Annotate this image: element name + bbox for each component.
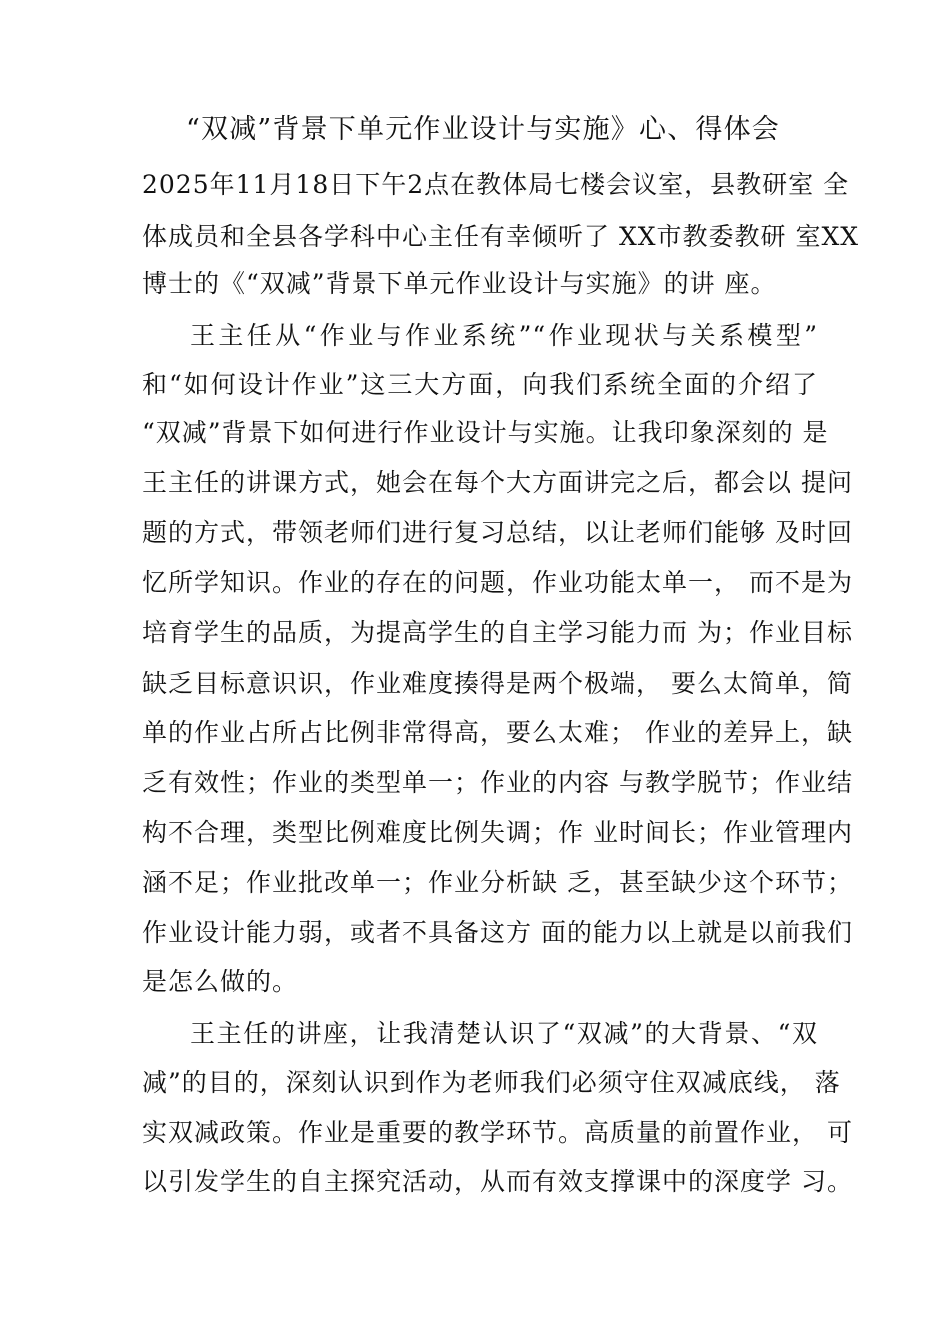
paragraph-2-line-7: 培育学生的品质，为提高学生的自主学习能力而 为；作业目标 (142, 618, 853, 647)
paragraph-2-line-8: 缺乏目标意识识，作业难度揍得是两个极端， 要么太简单，简 (142, 669, 853, 698)
paragraph-3-line-4: 以引发学生的自主探究活动，从而有效支撑课中的深度学 习。 (142, 1167, 853, 1196)
paragraph-2-line-14: 是怎么做的。 (142, 967, 299, 996)
paragraph-2-line-12: 涵不足；作业批改单一；作业分析缺 乏，甚至缺少这个环节； (142, 868, 853, 897)
paragraph-1-line-1: 2025年11月18日下午2点在教体局七楼会议室，县教研室 全 (142, 170, 850, 199)
paragraph-1-line-2: 体成员和全县各学科中心主任有幸倾听了 XX市教委教研 室XX (142, 222, 860, 251)
paragraph-2-line-2: 和“如何设计作业”这三大方面，向我们系统全面的介绍了 (142, 370, 818, 399)
paragraph-2-line-1: 王主任从“作业与作业系统”“作业现状与关系模型” (190, 321, 818, 350)
paragraph-2-line-10: 乏有效性；作业的类型单一；作业的内容 与教学脱节；作业结 (142, 768, 853, 797)
paragraph-2-line-5: 题的方式，带领老师们进行复习总结，以让老师们能够 及时回 (142, 518, 853, 547)
paragraph-2-line-13: 作业设计能力弱，或者不具备这方 面的能力以上就是以前我们 (142, 918, 853, 947)
paragraph-3-line-1: 王主任的讲座，让我清楚认识了“双减”的大背景、“双 (190, 1019, 818, 1048)
paragraph-1-line-3: 博士的《“双减”背景下单元作业设计与实施》的讲 座。 (142, 269, 777, 298)
document-title: “双减”背景下单元作业设计与实施》心、得体会 (186, 114, 781, 145)
paragraph-3-line-2: 减”的目的，深刻认识到作为老师我们必须守住双减底线， 落 (142, 1068, 841, 1097)
paragraph-2-line-4: 王主任的讲课方式，她会在每个大方面讲完之后，都会以 提问 (142, 468, 853, 497)
paragraph-3-line-3: 实双减政策。作业是重要的教学环节。高质量的前置作业， 可 (142, 1118, 853, 1147)
paragraph-2-line-6: 忆所学知识。作业的存在的问题，作业功能太单一， 而不是为 (142, 568, 853, 597)
paragraph-2-line-9: 单的作业占所占比例非常得高，要么太难； 作业的差异上，缺 (142, 718, 853, 747)
paragraph-2-line-11: 构不合理，类型比例难度比例失调；作 业时间长；作业管理内 (142, 818, 853, 847)
paragraph-2-line-3: “双减”背景下如何进行作业设计与实施。让我印象深刻的 是 (142, 418, 829, 447)
